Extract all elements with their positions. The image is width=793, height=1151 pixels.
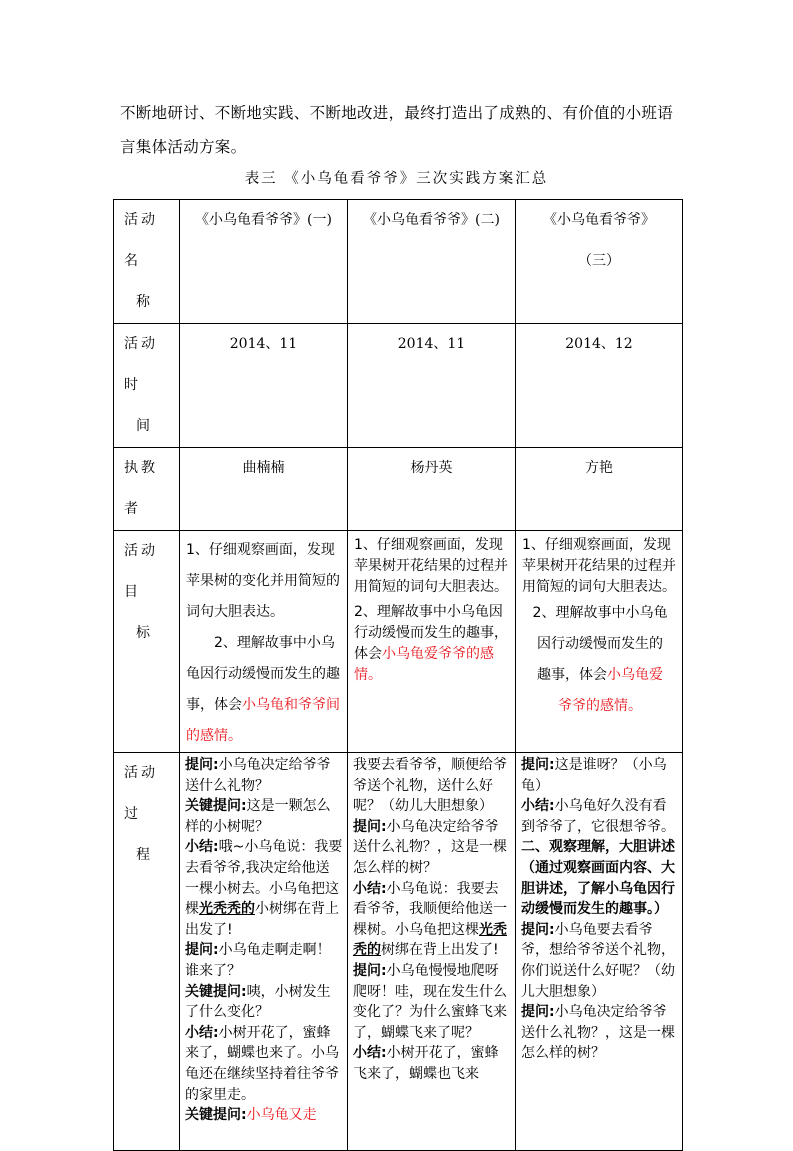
goal-point: 2、理解故事中小乌龟因行动缓慢而发生的趣事，体会小乌龟爱爷爷的感情。 — [354, 604, 508, 683]
label-activity-process — [114, 753, 180, 1151]
label-part: 标 — [136, 625, 150, 641]
goal-cell-2 — [348, 531, 516, 753]
process-cell-2 — [348, 753, 516, 1151]
time-cell-3: 2014、12 — [516, 324, 683, 448]
name-cell-3 — [516, 200, 683, 324]
time-cell-1: 2014、11 — [180, 324, 348, 448]
process-line: 提问:小乌龟决定给爷爷送什么礼物？，这是一棵怎么样的树？ — [353, 818, 507, 876]
label-activity-name — [114, 200, 180, 324]
row-activity-process — [114, 753, 683, 1151]
label-part: 间 — [136, 418, 150, 434]
process-line: 关键提问:咦，小树发生了什么变化？ — [185, 983, 331, 1021]
table-caption: 表三 《小乌龟看爷爷》三次实践方案汇总 — [244, 171, 549, 187]
teacher-cell-3: 方艳 — [516, 448, 683, 531]
row-teacher — [114, 448, 683, 531]
process-line: 小结:小乌龟好久没有看到爷爷了，它很想爷爷。 — [521, 798, 675, 835]
name-cell-2: 《小乌龟看爷爷》(二) — [348, 200, 516, 324]
label-part: 活动时 — [124, 336, 158, 393]
process-line: 关键提问:这是一颗怎么样的小树呢？ — [185, 798, 331, 835]
process-line: 小结:哦~小乌龟说：我要去看爷爷,我决定给他送一棵小树去。小乌龟把这棵光秃秃的小树绑在背上出发了! — [185, 839, 343, 938]
goal-point: 2、理解故事中小乌龟因行动缓慢而发生的趣事，体会小乌龟和爷爷间的感情。 — [186, 635, 340, 744]
name-part: （三） — [578, 253, 620, 269]
process-line: 小结:小树开花了，蜜蜂来了，蝴蝶也来了。小乌龟还在继续坚持着往爷爷的家里走。 — [185, 1024, 339, 1103]
label-part: 程 — [136, 847, 150, 863]
time-cell-2: 2014、11 — [348, 324, 516, 448]
label-part: 执教者 — [124, 460, 158, 517]
process-line: 小结:小乌龟说：我要去看爷爷，我顺便给他送一棵树。小乌龟把这棵光秃秃的树绑在背上出发了! — [353, 880, 507, 959]
row-activity-goal — [114, 531, 683, 753]
label-part: 称 — [136, 294, 150, 310]
goal-cell-3 — [516, 531, 683, 753]
label-activity-goal — [114, 531, 180, 753]
label-part: 活动名 — [124, 212, 158, 269]
teacher-cell-1: 曲楠楠 — [180, 448, 348, 531]
goal-point: 1、仔细观察画面，发现苹果树的变化并用简短的词句大胆表达。 — [186, 542, 340, 620]
process-line: 提问:小乌龟要去看爷爷，想给爷爷送个礼物，你们说送什么好呢？（幼儿大胆想象） — [521, 921, 675, 1000]
process-cell-1 — [180, 753, 348, 1151]
label-part: 活动目 — [124, 543, 158, 600]
goal-point: 1、仔细观察画面，发现苹果树开花结果的过程并用简短的词句大胆表达。 — [354, 537, 508, 595]
process-line: 提问:小乌龟决定给爷爷送什么礼物？，这是一棵怎么样的树？ — [521, 1004, 675, 1062]
label-activity-time — [114, 324, 180, 448]
process-line: 提问:小乌龟走啊走啊！谁来了？ — [185, 942, 331, 979]
row-activity-time — [114, 324, 683, 448]
teacher-cell-2: 杨丹英 — [348, 448, 516, 531]
process-line: 提问:这是谁呀？（小乌龟） — [521, 757, 667, 794]
name-cell-1: 《小乌龟看爷爷》(一) — [180, 200, 348, 324]
process-cell-3 — [516, 753, 683, 1151]
label-teacher — [114, 448, 180, 531]
goal-cell-1 — [180, 531, 348, 753]
process-line: 小结:小树开花了，蜜蜂飞来了，蝴蝶也飞来 — [353, 1045, 499, 1082]
name-part: 《小乌龟看爷爷》 — [543, 212, 655, 228]
row-activity-name — [114, 200, 683, 324]
intro-paragraph: 不断地研讨、不断地实践、不断地改进，最终打造出了成熟的、有价值的小班语言集体活动方案。 — [120, 104, 674, 156]
label-part: 活动过 — [124, 765, 158, 822]
process-line: 提问:小乌龟决定给爷爷送什么礼物？ — [185, 757, 331, 794]
process-line: 二、观察理解，大胆讲述（通过观察画面内容、大胆讲述，了解小乌龟因行动缓慢而发生的趣事。） — [521, 839, 675, 918]
goal-point: 1、仔细观察画面，发现苹果树开花结果的过程并用简短的词句大胆表达。 — [522, 537, 676, 595]
process-line: 提问:小乌龟慢慢地爬呀爬呀！哇，现在发生什么变化了？为什么蜜蜂飞来了，蝴蝶飞来了呢？ — [353, 962, 507, 1041]
goal-point: 2、理解故事中小乌龟 因行动缓慢而发生的 趣事，体会小乌龟爱 爷爷的感情。 — [532, 605, 668, 714]
practice-plan-table — [113, 199, 683, 1151]
process-line: 关键提问:小乌龟又走 — [185, 1107, 317, 1124]
process-line: 我要去看爷爷，顺便给爷爷送个礼物，送什么好呢？（幼儿大胆想象） — [353, 757, 507, 815]
